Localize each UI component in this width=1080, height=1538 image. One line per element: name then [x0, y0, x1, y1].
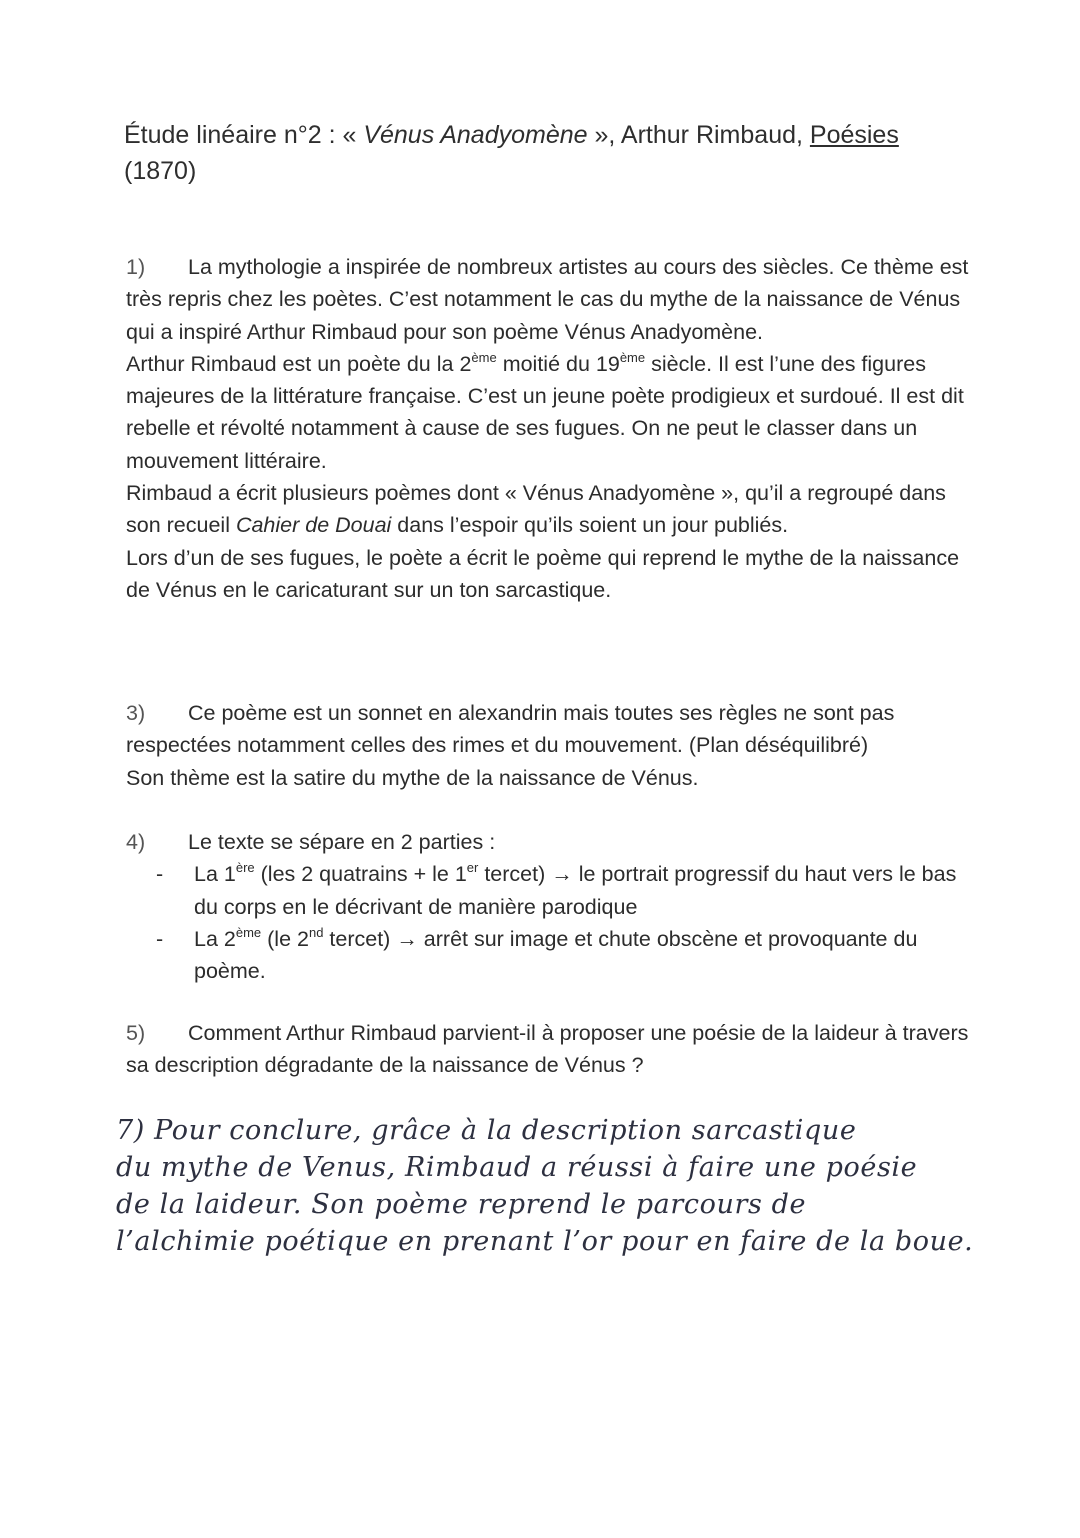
section-3-paragraph-2	[126, 762, 976, 794]
section-3-text-2: Son thème est la satire du mythe de la naissance de Vénus.	[126, 765, 699, 790]
section-5-number: 5)	[126, 1021, 146, 1045]
superscript: ème	[471, 349, 497, 365]
section-1-paragraph-1	[126, 251, 976, 348]
handwritten-line-2: du mythe de Venus, Rimbaud a réussi à faire une poésie	[116, 1152, 918, 1183]
title-prefix: Étude linéaire n°2 : «	[124, 121, 364, 149]
section-3	[126, 697, 976, 794]
title-collection: Poésies	[809, 121, 899, 149]
section-1-text-1: La mythologie a inspirée de nombreux artistes au cours des siècles. Ce thème est très repris chez les poètes. C’est notamment le cas du mythe de la naissance de Vénus qui a inspiré Arthur Rimbaud pour son poème Vénus Anadyomène.	[126, 255, 969, 344]
item-1-text-c: tercet) → le portrait progressif du haut vers le bas du corps en le décrivant de manière parodique	[194, 862, 957, 919]
section-1-text-3b: dans l’espoir qu’ils soient un jour publiés.	[391, 513, 789, 538]
section-3-text-1: Ce poème est un sonnet en alexandrin mais toutes ses règles ne sont pas respectées notamment celles des rimes et du mouvement. (Plan déséquilibré)	[126, 701, 895, 758]
dash-bullet: -	[156, 862, 164, 887]
section-4-intro-text: Le texte se sépare en 2 parties :	[188, 830, 496, 854]
section-1-text-2b: moitié du 19	[496, 351, 620, 376]
section-1-text-4: Lors d’un de ses fugues, le poète a écrit le poème qui reprend le mythe de la naissance de Vénus en le caricaturant sur un ton sarcastique.	[126, 545, 960, 602]
section-4	[126, 826, 976, 987]
title-year: (1870)	[124, 157, 197, 185]
item-2-text-a: La 2	[194, 926, 236, 951]
section-3-paragraph-1	[126, 697, 976, 762]
section-1	[126, 251, 976, 606]
handwritten-line-4: l’alchimie poétique en prenant l’or pour en faire de la boue.	[116, 1226, 974, 1257]
title-poem: Vénus Anadyomène	[363, 121, 588, 149]
list-item	[126, 923, 976, 988]
section-4-intro	[126, 826, 976, 858]
item-1-text-b: (les 2 quatrains + le 1	[254, 862, 467, 887]
superscript: ème	[619, 349, 646, 365]
section-1-book-title: Cahier de Douai	[235, 513, 392, 538]
section-5-question	[126, 1017, 976, 1082]
superscript: er	[466, 860, 479, 876]
superscript: ère	[235, 860, 255, 876]
superscript: nd	[308, 924, 324, 940]
section-3-number: 3)	[126, 701, 146, 725]
section-1-text-3a: Rimbaud a écrit plusieurs poèmes dont « Vénus Anadyomène », qu’il a regroupé dans son recueil	[126, 481, 946, 538]
list-item	[126, 858, 976, 923]
title-middle: », Arthur Rimbaud,	[587, 121, 810, 149]
item-2-text-b: (le 2	[261, 926, 309, 951]
handwritten-line-1: 7) Pour conclure, grâce à la description sarcastique	[116, 1115, 857, 1146]
parts-list	[126, 858, 976, 987]
handwritten-line-3: de la laideur. Son poème reprend le parcours de	[116, 1189, 807, 1220]
section-1-number: 1)	[126, 255, 146, 279]
handwritten-conclusion	[116, 1112, 1026, 1260]
document-title	[124, 117, 984, 189]
section-4-number: 4)	[126, 830, 146, 854]
section-5	[126, 1017, 976, 1082]
section-5-text: Comment Arthur Rimbaud parvient-il à proposer une poésie de la laideur à travers sa description dégradante de la naissance de Vénus ?	[126, 1021, 969, 1078]
item-2-text-c: tercet) → arrêt sur image et chute obscène et provoquante du poème.	[194, 926, 918, 984]
dash-bullet: -	[156, 926, 164, 951]
section-1-text-2a: Arthur Rimbaud est un poète du la 2	[126, 351, 472, 376]
superscript: ème	[235, 924, 262, 940]
section-1-paragraph-2	[126, 348, 976, 477]
section-1-text-2c: siècle. Il est l’une des figures majeures de la littérature française. C’est un jeune poète prodigieux et surdoué. Il est dit rebelle et révolté notamment à cause de ses fugues. On ne peut le classer dans un mouvement littéraire.	[126, 351, 964, 473]
section-1-paragraph-4	[126, 542, 976, 607]
section-1-paragraph-3	[126, 477, 976, 542]
item-1-text-a: La 1	[194, 862, 236, 887]
